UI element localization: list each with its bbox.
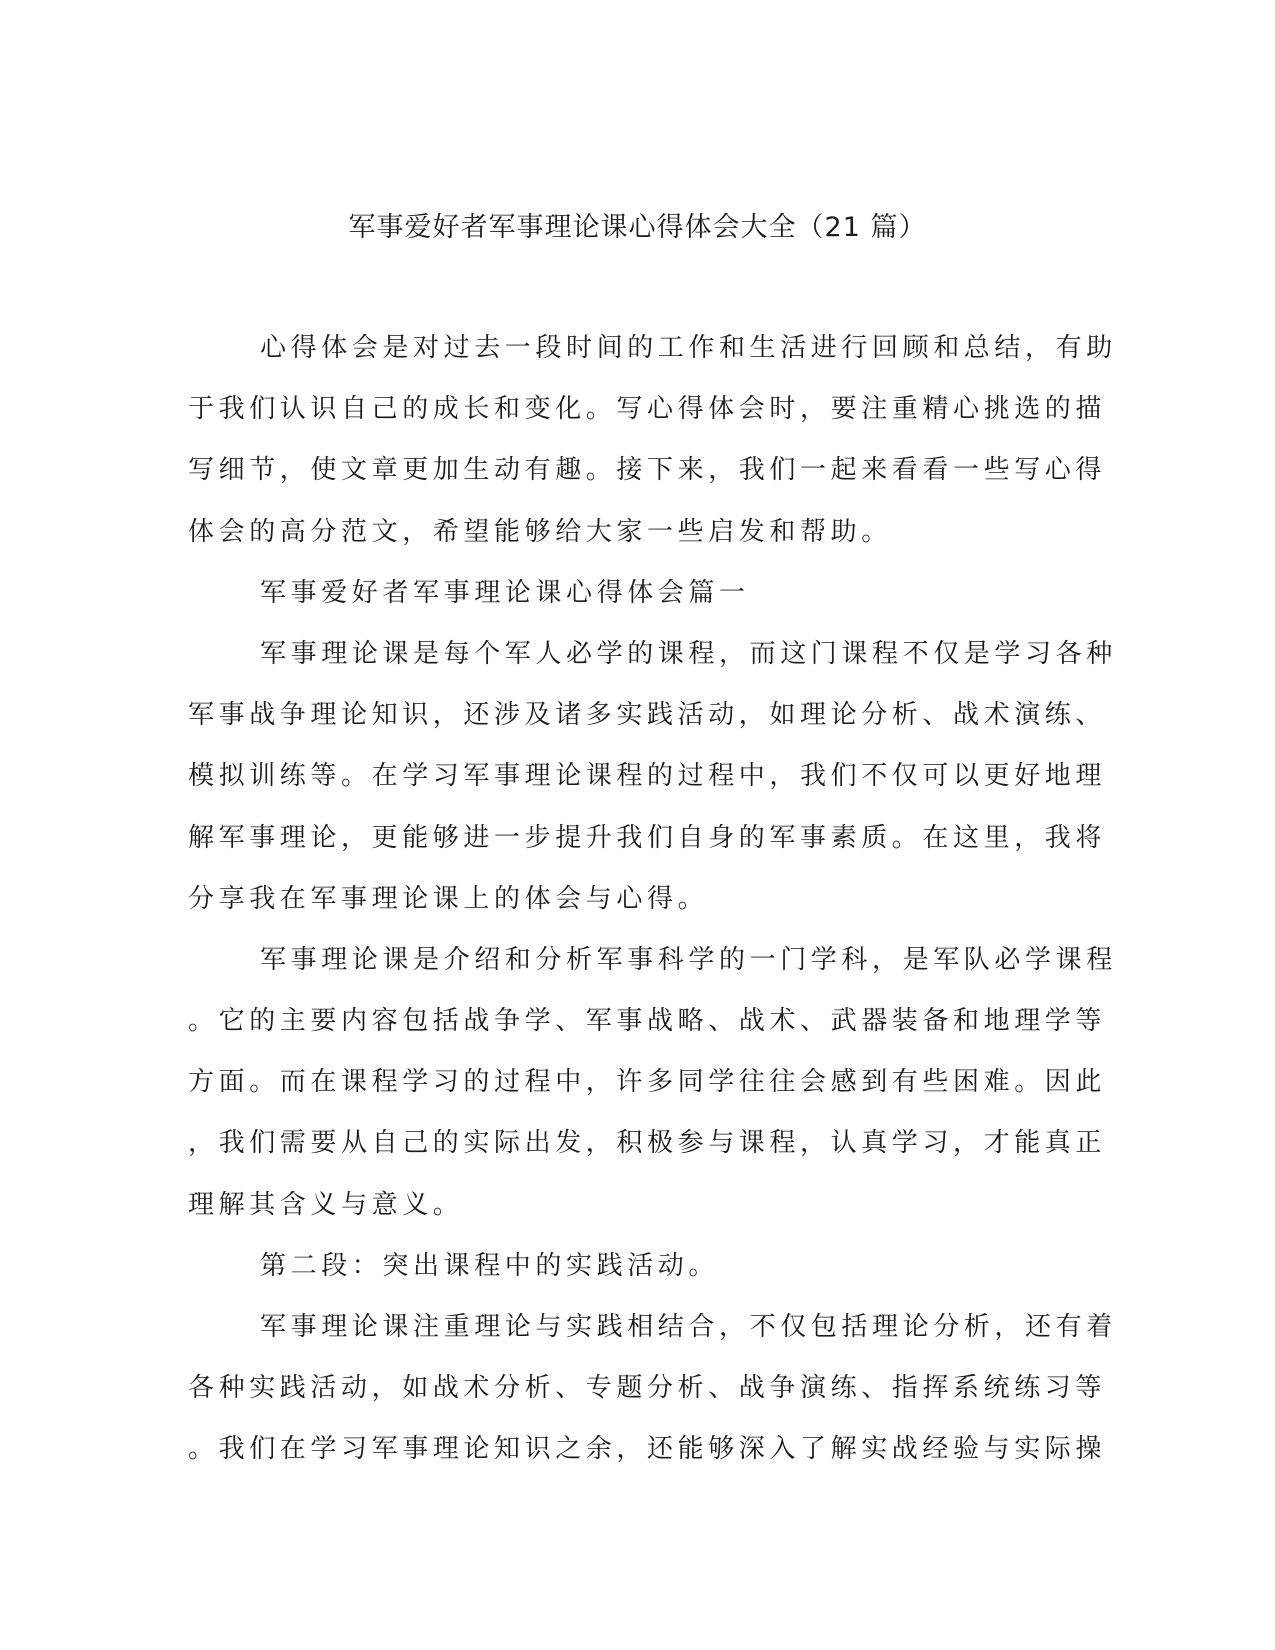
text-line: 解军事理论，更能够进一步提升我们自身的军事素质。在这里，我将 [188, 822, 1107, 853]
text-line: 。它的主要内容包括战争学、军事战略、战术、武器装备和地理学等 [188, 1006, 1107, 1037]
document-body [188, 330, 1117, 1493]
text-line: 分享我在军事理论课上的体会与心得。 [188, 883, 709, 914]
text-line: 心得体会是对过去一段时间的工作和生活进行回顾和总结，有助 [260, 333, 1117, 363]
text-line: 军事战争理论知识，还涉及诸多实践活动，如理论分析、战术演练、 [188, 700, 1107, 731]
text-line: 于我们认识自己的成长和变化。写心得体会时，要注重精心挑选的描 [188, 394, 1107, 425]
text-line: 。我们在学习军事理论知识之余，还能够深入了解实战经验与实际操 [188, 1434, 1107, 1465]
text-line: 军事理论课是每个军人必学的课程，而这门课程不仅是学习各种 [260, 638, 1117, 669]
text-line: 军事理论课注重理论与实践相结合，不仅包括理论分析，还有着 [260, 1312, 1117, 1342]
text-line: 方面。而在课程学习的过程中，许多同学往往会感到有些困难。因此 [188, 1067, 1107, 1098]
text-line: 军事理论课是介绍和分析军事科学的一门学科，是军队必学课程 [260, 944, 1117, 975]
text-line: 写细节，使文章更加生动有趣。接下来，我们一起来看看一些写心得 [188, 455, 1107, 486]
text-line: 理解其含义与意义。 [188, 1189, 464, 1220]
text-line: 各种实践活动，如战术分析、专题分析、战争演练、指挥系统练习等 [188, 1373, 1107, 1404]
text-line: ，我们需要从自己的实际出发，积极参与课程，认真学习，才能真正 [188, 1128, 1107, 1159]
text-line: 军事爱好者军事理论课心得体会篇一 [260, 577, 750, 608]
text-line: 第二段：突出课程中的实践活动。 [260, 1250, 720, 1281]
text-line: 模拟训练等。在学习军事理论课程的过程中，我们不仅可以更好地理 [188, 761, 1107, 792]
document-title: 军事爱好者军事理论课心得体会大全（21 篇） [348, 212, 927, 243]
text-line: 体会的高分范文，希望能够给大家一些启发和帮助。 [188, 516, 892, 547]
